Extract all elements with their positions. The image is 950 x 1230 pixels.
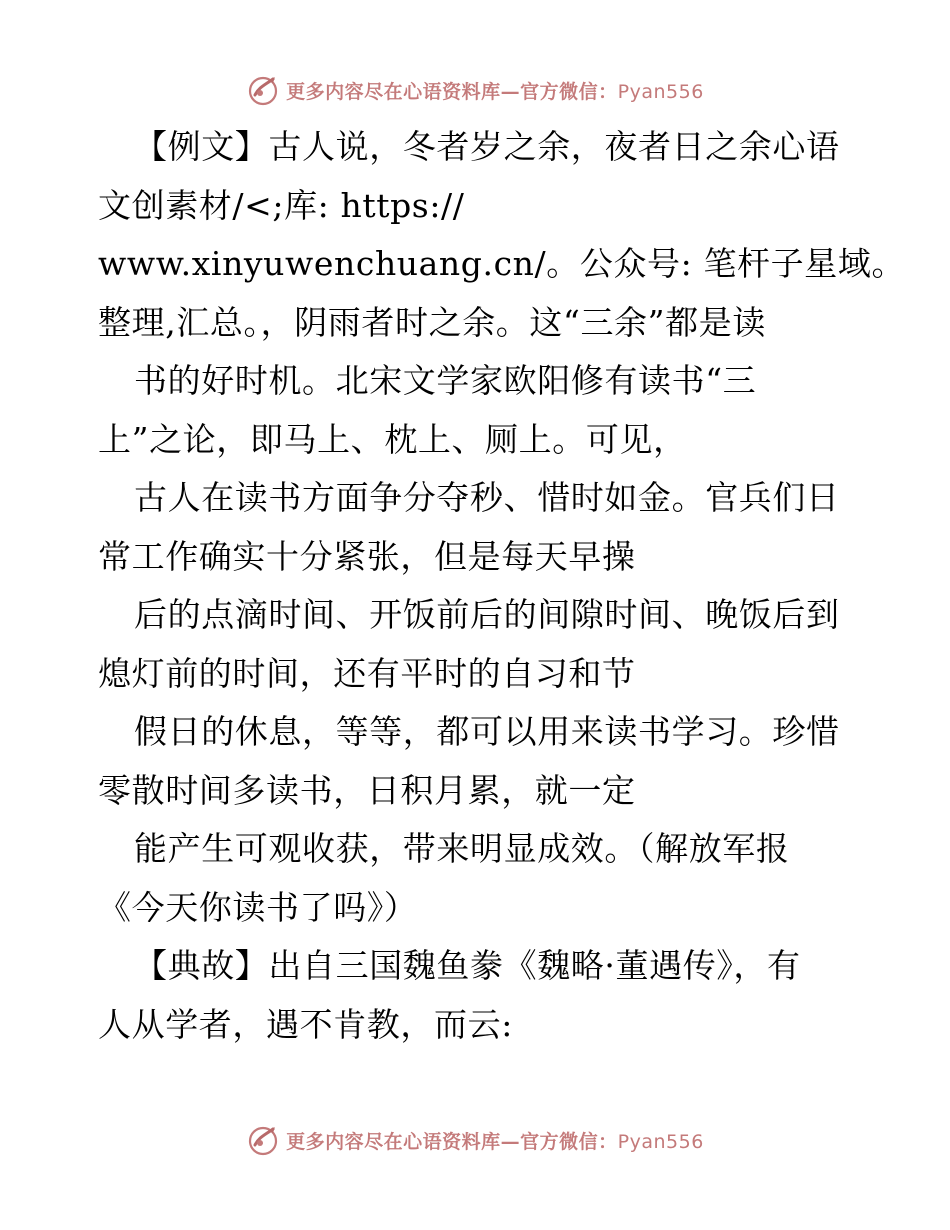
text-line: 零散时间多读书，日积月累，就一定 bbox=[98, 770, 636, 810]
watermark-slogan: 更多内容尽在心语资料库—官方微信： bbox=[286, 80, 618, 103]
text-line: 常工作确实十分紧张，但是每天早操 bbox=[98, 536, 636, 576]
text-line: 【例文】古人说，冬者岁之余，夜者日之余心语 bbox=[134, 127, 840, 166]
watermark-text bbox=[286, 1127, 704, 1154]
text-line: 上”之论，即马上、枕上、厕上。可见， bbox=[98, 419, 687, 459]
text-line: 整理,汇总。，阴雨者时之余。这“三余”都是读 bbox=[98, 302, 766, 342]
footer-watermark-banner bbox=[0, 1120, 950, 1160]
document-body bbox=[98, 118, 906, 1054]
text-line: 能产生可观收获，带来明显成效。（解放军报 bbox=[134, 829, 790, 868]
pen-swirl-logo-icon bbox=[246, 73, 280, 107]
text-line: 古人在读书方面争分夺秒、惜时如金。官兵们日 bbox=[134, 478, 840, 517]
footer-watermark-inner bbox=[246, 1123, 704, 1157]
pen-swirl-logo-icon bbox=[246, 1123, 280, 1157]
text-line: 【典故】出自三国魏鱼豢《魏略·董遇传》，有 bbox=[134, 946, 801, 985]
header-watermark-inner bbox=[246, 73, 704, 107]
text-line: 《今天你读书了吗》） bbox=[98, 887, 418, 927]
watermark-slogan: 更多内容尽在心语资料库—官方微信： bbox=[286, 1130, 618, 1153]
text-line: 熄灯前的时间，还有平时的自习和节 bbox=[98, 653, 636, 693]
header-watermark-banner bbox=[0, 70, 950, 110]
watermark-text bbox=[286, 77, 704, 104]
text-line: 文创素材/<;库: https:// bbox=[98, 185, 465, 225]
watermark-wechat-id: Pyan556 bbox=[617, 80, 704, 103]
text-line: 假日的休息，等等，都可以用来读书学习。珍惜 bbox=[134, 712, 840, 751]
text-line: www.xinyuwenchuang.cn/。公众号: 笔杆子星域。 bbox=[98, 244, 906, 283]
text-line: 后的点滴时间、开饭前后的间隙时间、晚饭后到 bbox=[134, 595, 840, 634]
text-line: 书的好时机。北宋文学家欧阳修有读书“三 bbox=[134, 361, 757, 400]
watermark-wechat-id: Pyan556 bbox=[617, 1130, 704, 1153]
text-line: 人从学者，遇不肯教，而云: bbox=[98, 1004, 513, 1044]
